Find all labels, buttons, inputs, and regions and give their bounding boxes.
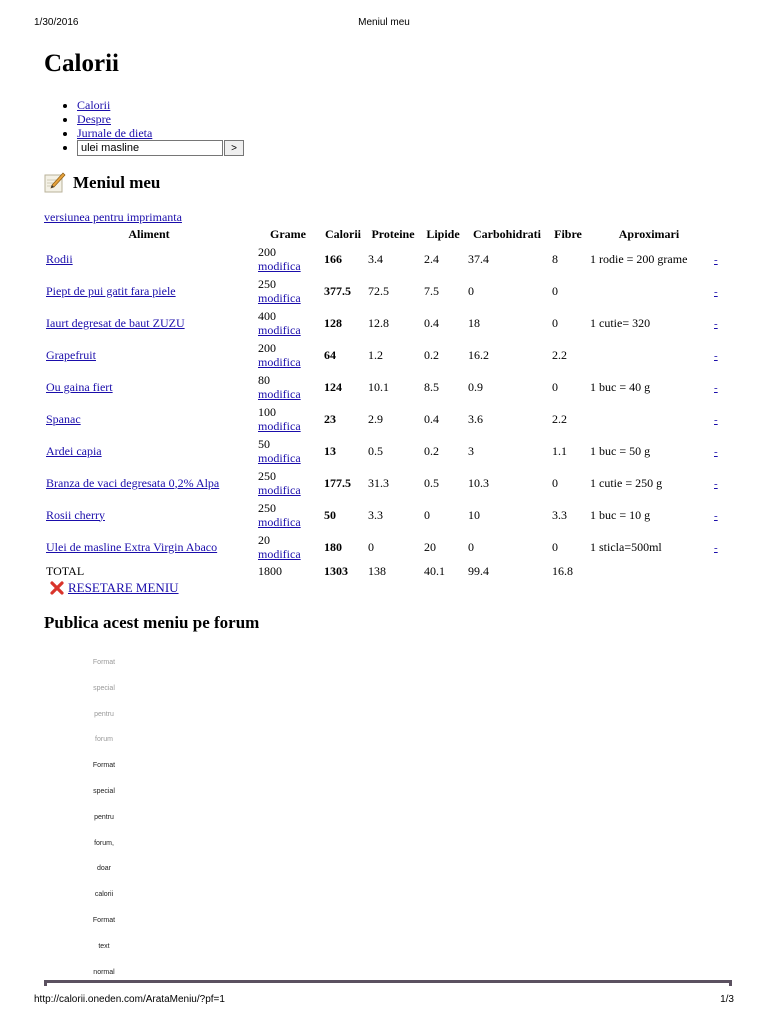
forum-option-text[interactable]: special	[93, 684, 115, 692]
table-row	[43, 307, 721, 339]
cell-calories: 377.5	[324, 283, 351, 298]
food-link[interactable]: Ardei capia	[46, 443, 102, 458]
print-title: Meniul meu	[358, 17, 410, 28]
table-row	[43, 275, 721, 307]
cell-delete	[711, 467, 721, 499]
forum-text-frame	[44, 980, 732, 986]
cell-calories: 128	[324, 315, 342, 330]
grams-value: 200	[258, 341, 276, 355]
print-page-number: 1/3	[720, 994, 734, 1005]
header-fibre: Fibre	[554, 227, 582, 241]
cell-grams	[255, 339, 321, 371]
cell-food	[43, 371, 255, 403]
menu-table-body	[43, 243, 721, 579]
cell-calories: 124	[324, 379, 342, 394]
delete-link[interactable]: -	[714, 541, 718, 554]
modify-link[interactable]: modifica	[258, 547, 301, 561]
forum-option-text[interactable]: forum	[95, 736, 113, 744]
delete-link[interactable]: -	[714, 477, 718, 490]
print-date: 1/30/2016	[34, 17, 79, 28]
delete-link[interactable]: -	[714, 509, 718, 522]
grams-value: 50	[258, 437, 270, 451]
cell-protein: 31.3	[368, 475, 389, 490]
cell-carbs: 10	[468, 507, 480, 522]
cell-approx	[587, 403, 711, 435]
modify-link[interactable]: modifica	[258, 387, 301, 401]
total-fiber: 16.8	[552, 563, 573, 578]
cell-fiber: 0	[552, 315, 558, 330]
cell-approx: 1 cutie= 320	[590, 315, 651, 330]
nav-item-calorii	[77, 98, 244, 112]
cell-grams	[255, 307, 321, 339]
menu-heading	[44, 172, 160, 194]
forum-option-text[interactable]: special	[93, 787, 115, 795]
cell-lipids: 0.4	[424, 315, 439, 330]
cell-food	[43, 243, 255, 275]
cell-delete	[711, 275, 721, 307]
cell-lipids: 8.5	[424, 379, 439, 394]
delete-link[interactable]: -	[714, 445, 718, 458]
cell-delete	[711, 371, 721, 403]
grams-value: 250	[258, 469, 276, 483]
cell-lipids: 20	[424, 539, 436, 554]
modify-link[interactable]: modifica	[258, 419, 301, 433]
total-row	[43, 563, 721, 579]
food-link[interactable]: Ou gaina fiert	[46, 379, 113, 394]
cell-carbs: 0.9	[468, 379, 483, 394]
cell-fiber: 0	[552, 379, 558, 394]
modify-link[interactable]: modifica	[258, 515, 301, 529]
food-link[interactable]: Grapefruit	[46, 347, 96, 362]
cell-lipids: 7.5	[424, 283, 439, 298]
forum-option-text[interactable]: forum,	[94, 839, 114, 847]
header-aliment: Aliment	[128, 227, 170, 241]
forum-option-text[interactable]: pentru	[94, 710, 114, 718]
forum-option-text[interactable]: pentru	[94, 813, 114, 821]
cell-lipids: 0.5	[424, 475, 439, 490]
food-link[interactable]: Ulei de masline Extra Virgin Abaco	[46, 539, 218, 554]
cell-approx: 1 rodie = 200 grame	[590, 251, 688, 266]
cell-grams	[255, 499, 321, 531]
forum-heading: Publica acest meniu pe forum	[44, 613, 260, 632]
forum-option-text[interactable]: calorii	[94, 891, 114, 899]
cell-approx: 1 buc = 40 g	[590, 379, 651, 394]
cell-lipids: 2.4	[424, 251, 439, 266]
print-url: http://calorii.oneden.com/ArataMeniu/?pf=1	[34, 994, 225, 1005]
cell-grams	[255, 371, 321, 403]
forum-option-text[interactable]: text	[98, 942, 110, 950]
cell-grams	[255, 243, 321, 275]
cell-calories: 177.5	[324, 475, 351, 490]
site-title: Calorii	[44, 50, 119, 77]
cell-grams	[255, 435, 321, 467]
cell-delete	[711, 531, 721, 563]
cell-food	[43, 307, 255, 339]
cell-lipids: 0.2	[424, 347, 439, 362]
cell-delete	[711, 499, 721, 531]
table-header-row	[43, 226, 721, 243]
cell-fiber: 2.2	[552, 411, 567, 426]
total-empty	[711, 563, 721, 579]
table-row	[43, 339, 721, 371]
modify-link[interactable]: modifica	[258, 451, 301, 465]
cell-protein: 2.9	[368, 411, 383, 426]
cell-protein: 0.5	[368, 443, 383, 458]
header-delete	[711, 226, 721, 243]
cell-fiber: 8	[552, 251, 558, 266]
print-header	[34, 17, 734, 31]
cell-food	[43, 499, 255, 531]
forum-option-text[interactable]: doar	[96, 865, 111, 873]
cell-calories: 180	[324, 539, 342, 554]
cell-fiber: 3.3	[552, 507, 567, 522]
grams-value: 400	[258, 309, 276, 323]
cell-lipids: 0	[424, 507, 430, 522]
cell-carbs: 0	[468, 539, 474, 554]
table-row	[43, 499, 721, 531]
cell-carbs: 0	[468, 283, 474, 298]
header-calorii: Calorii	[325, 227, 361, 241]
cell-protein: 72.5	[368, 283, 389, 298]
cell-calories: 23	[324, 411, 336, 426]
forum-option-text[interactable]: Format	[92, 659, 116, 666]
cell-approx: 1 buc = 50 g	[590, 443, 651, 458]
menu-heading-text: Meniul meu	[73, 173, 161, 192]
nav-link-despre[interactable]: Despre	[77, 112, 111, 126]
grams-value: 100	[258, 405, 276, 419]
nav-item-jurnale	[77, 126, 244, 140]
modify-link[interactable]: modifica	[258, 355, 301, 369]
cell-protein: 12.8	[368, 315, 389, 330]
food-link[interactable]: Iaurt degresat de baut ZUZU	[46, 315, 185, 330]
table-row	[43, 435, 721, 467]
delete-link[interactable]: -	[714, 285, 718, 298]
nav-item-search	[77, 140, 244, 156]
print-version-link[interactable]: versiunea pentru imprimanta	[44, 210, 182, 224]
cell-food	[43, 275, 255, 307]
food-link[interactable]: Piept de pui gatit fara piele	[46, 283, 176, 298]
forum-option-text[interactable]: normal	[93, 968, 115, 976]
cell-fiber: 0	[552, 539, 558, 554]
cell-fiber: 0	[552, 283, 558, 298]
table-row	[43, 371, 721, 403]
nav-link-jurnale[interactable]: Jurnale de dieta	[77, 126, 153, 140]
food-link[interactable]: Rodii	[46, 251, 73, 266]
cell-calories: 64	[324, 347, 336, 362]
cell-carbs: 18	[468, 315, 480, 330]
table-row	[43, 531, 721, 563]
cell-approx: 1 cutie = 250 g	[590, 475, 663, 490]
x-icon	[50, 581, 64, 595]
delete-link[interactable]: -	[714, 413, 718, 426]
cell-grams	[255, 403, 321, 435]
grams-value: 250	[258, 501, 276, 515]
cell-fiber: 0	[552, 475, 558, 490]
print-footer	[34, 994, 734, 1008]
cell-protein: 3.3	[368, 507, 383, 522]
header-carbohidrati: Carbohidrati	[472, 227, 541, 241]
modify-link[interactable]: modifica	[258, 483, 301, 497]
total-calories: 1303	[324, 563, 348, 578]
cell-calories: 50	[324, 507, 336, 522]
table-row	[43, 403, 721, 435]
cell-food	[43, 467, 255, 499]
nav-link-calorii[interactable]: Calorii	[77, 98, 111, 112]
grams-value: 20	[258, 533, 270, 547]
nav-item-despre	[77, 112, 244, 126]
total-lipids: 40.1	[424, 563, 445, 578]
cell-delete	[711, 243, 721, 275]
reset-menu	[50, 580, 179, 596]
cell-food	[43, 403, 255, 435]
cell-delete	[711, 435, 721, 467]
total-label: TOTAL	[46, 563, 85, 578]
cell-fiber: 1.1	[552, 443, 567, 458]
cell-carbs: 16.2	[468, 347, 489, 362]
cell-grams	[255, 531, 321, 563]
table-row	[43, 467, 721, 499]
cell-approx: 1 sticla=500ml	[590, 539, 662, 554]
cell-carbs: 3	[468, 443, 474, 458]
total-protein: 138	[368, 563, 386, 578]
cell-food	[43, 339, 255, 371]
cell-carbs: 37.4	[468, 251, 489, 266]
main-nav	[45, 98, 244, 156]
cell-fiber: 2.2	[552, 347, 567, 362]
cell-delete	[711, 403, 721, 435]
cell-lipids: 0.2	[424, 443, 439, 458]
modify-link[interactable]: modifica	[258, 323, 301, 337]
pencil-icon	[44, 172, 66, 194]
cell-carbs: 10.3	[468, 475, 489, 490]
forum-format-options	[80, 650, 128, 985]
cell-delete	[711, 307, 721, 339]
cell-grams	[255, 275, 321, 307]
header-grame: Grame	[270, 227, 306, 241]
grams-value: 80	[258, 373, 270, 387]
header-aproximari: Aproximari	[618, 227, 680, 241]
modify-link[interactable]: modifica	[258, 259, 301, 273]
modify-link[interactable]: modifica	[258, 291, 301, 305]
cell-approx: 1 buc = 10 g	[590, 507, 651, 522]
cell-food	[43, 531, 255, 563]
cell-protein: 1.2	[368, 347, 383, 362]
grams-value: 200	[258, 245, 276, 259]
table-row	[43, 243, 721, 275]
cell-protein: 0	[368, 539, 374, 554]
delete-link[interactable]: -	[714, 317, 718, 330]
search-form	[77, 140, 244, 156]
menu-table	[43, 226, 721, 579]
header-lipide: Lipide	[426, 227, 460, 241]
search-button[interactable]: • >	[224, 140, 244, 156]
search-input[interactable]	[77, 140, 223, 156]
reset-menu-link[interactable]: RESETARE MENIU	[68, 580, 179, 595]
cell-lipids: 0.4	[424, 411, 439, 426]
delete-link[interactable]: -	[714, 381, 718, 394]
total-grams: 1800	[258, 563, 282, 578]
cell-calories: 166	[324, 251, 342, 266]
cell-approx	[587, 339, 711, 371]
cell-protein: 10.1	[368, 379, 389, 394]
forum-option-text[interactable]: Format	[92, 916, 116, 924]
food-link[interactable]: Spanac	[46, 411, 81, 426]
food-link[interactable]: Rosii cherry	[46, 507, 105, 522]
food-link[interactable]: Branza de vaci degresata 0,2% Alpa	[46, 475, 220, 490]
cell-protein: 3.4	[368, 251, 383, 266]
delete-link[interactable]: -	[714, 253, 718, 266]
delete-link[interactable]: -	[714, 349, 718, 362]
grams-value: 250	[258, 277, 276, 291]
total-empty	[587, 563, 711, 579]
header-proteine: Proteine	[371, 227, 415, 241]
total-carbs: 99.4	[468, 563, 489, 578]
cell-calories: 13	[324, 443, 336, 458]
cell-food	[43, 435, 255, 467]
forum-option-text[interactable]: Format	[92, 762, 116, 770]
cell-grams	[255, 467, 321, 499]
cell-delete	[711, 339, 721, 371]
cell-approx	[587, 275, 711, 307]
cell-carbs: 3.6	[468, 411, 483, 426]
